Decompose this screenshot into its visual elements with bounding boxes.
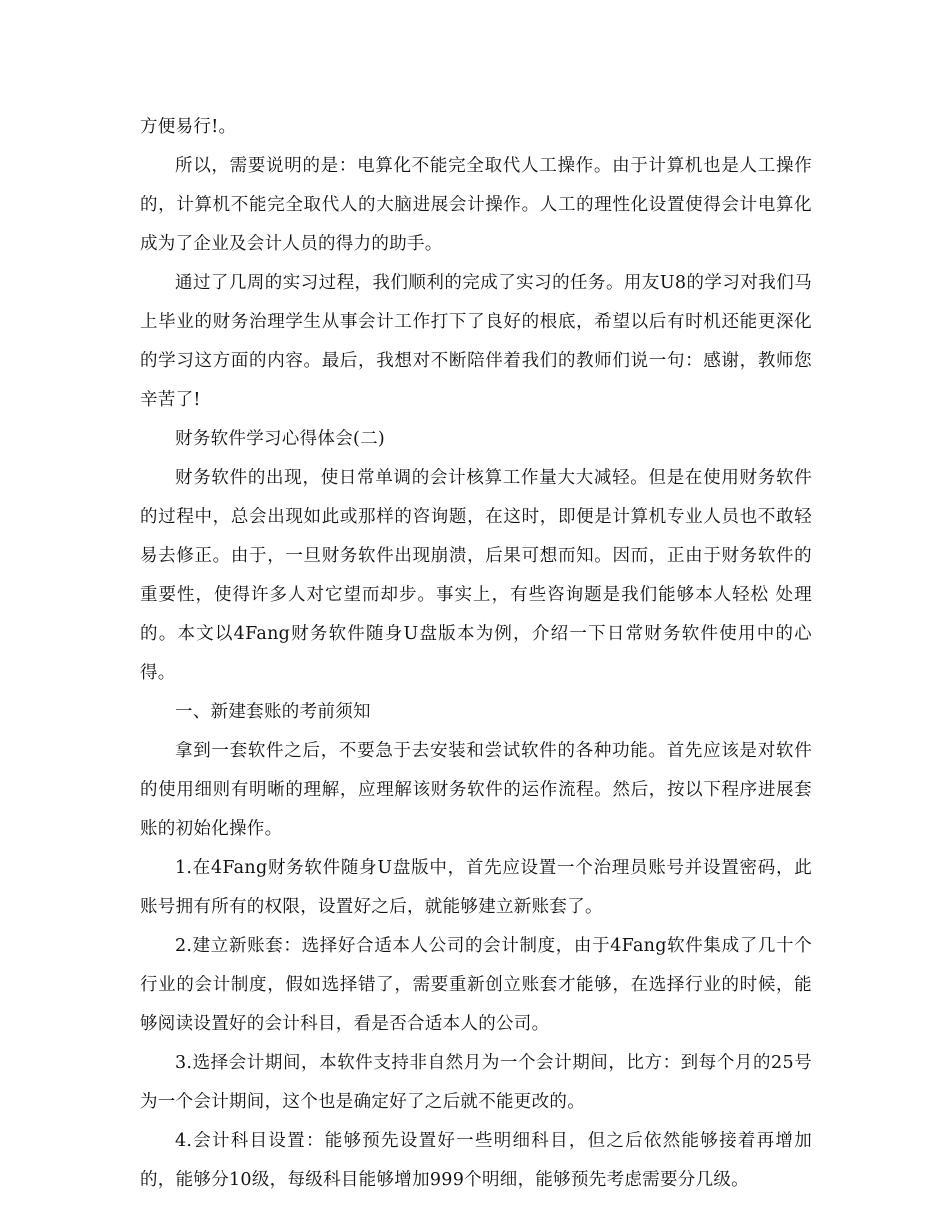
section-heading-part-two: 财务软件学习心得体会(二) [175, 429, 386, 449]
document-body [140, 108, 812, 1200]
paragraph-closing-fragment: 方便易行!。 [140, 117, 237, 137]
list-item-step-1: 1.在4Fang财务软件随身U盘版中，首先应设置一个治理员账号并设置密码，此账号拥有所有的权限，设置好之后，就能够建立新账套了。 [140, 858, 812, 917]
paragraph-internship-summary: 通过了几周的实习过程，我们顺利的完成了实习的任务。用友U8的学习对我们马上毕业的财务治理学生从事会计工作打下了良好的根底，希望以后有时机还能更深化的学习这方面的内容。最后，我想对不断陪伴着我们的教师们说一句：感谢，教师您辛苦了! [140, 273, 812, 410]
paragraph-software-intro: 财务软件的出现，使日常单调的会计核算工作量大大减轻。但是在使用财务软件的过程中，总会出现如此或那样的咨询题，在这时，即便是计算机专业人员也不敢轻易去修正。由于，一旦财务软件出现崩溃，后果可想而知。因而，正由于财务软件的重要性，使得许多人对它望而却步。事实上，有些咨询题是我们能够本人轻松 处理的。本文以4Fang财务软件随身U盘版本为例，介绍一下日常财务软件使用中的心得。 [140, 468, 812, 683]
subheading-new-account-set: 一、新建套账的考前须知 [175, 702, 371, 722]
list-item-step-4: 4.会计科目设置：能够预先设置好一些明细科目，但之后依然能够接着再增加的，能够分10级，每级科目能够增加999个明细，能够预先考虑需要分几级。 [140, 1131, 812, 1190]
paragraph-before-install: 拿到一套软件之后，不要急于去安装和尝试软件的各种功能。首先应该是对软件的使用细则有明晰的理解，应理解该财务软件的运作流程。然后，按以下程序进展套账的初始化操作。 [140, 741, 812, 839]
paragraph-computerization-note: 所以，需要说明的是：电算化不能完全取代人工操作。由于计算机也是人工操作的，计算机不能完全取代人的大脑进展会计操作。人工的理性化设置使得会计电算化成为了企业及会计人员的得力的助手。 [140, 156, 812, 254]
list-item-step-2: 2.建立新账套：选择好合适本人公司的会计制度，由于4Fang软件集成了几十个行业的会计制度，假如选择错了，需要重新创立账套才能够，在选择行业的时候，能够阅读设置好的会计科目，看是否合适本人的公司。 [140, 936, 812, 1034]
list-item-step-3: 3.选择会计期间，本软件支持非自然月为一个会计期间，比方：到每个月的25号为一个会计期间，这个也是确定好了之后就不能更改的。 [140, 1053, 812, 1112]
